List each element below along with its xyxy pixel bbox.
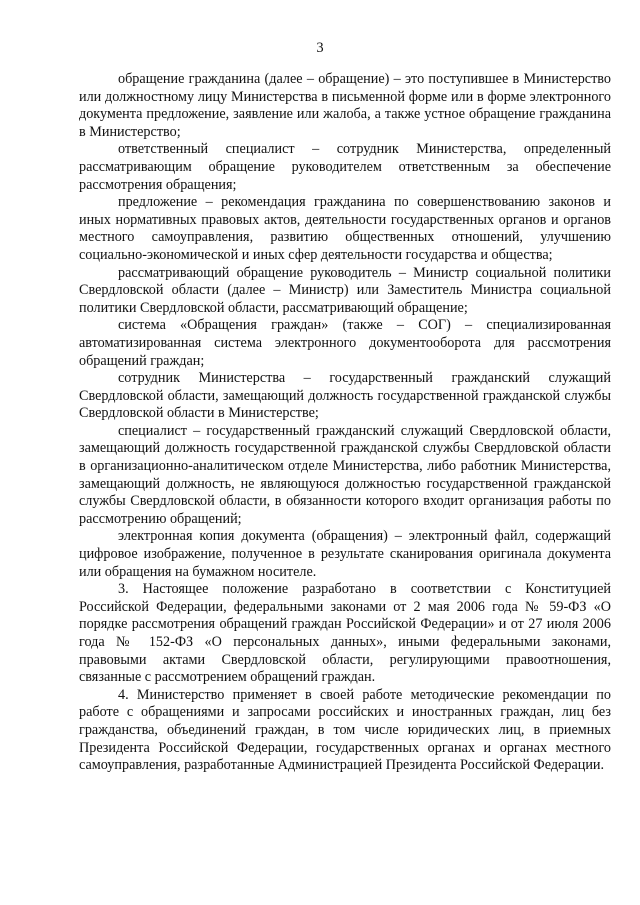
definition-sog-system: система «Обращения граждан» (также – СОГ) – специализированная автоматизированная система электронного документооборота для рассмотрения обращений граждан; [79,317,611,369]
definition-responsible-specialist: ответственный специалист – сотрудник Министерства, определенный рассматривающим обращение руководителем ответственным за обеспечение рассмотрения обращения; [79,141,611,193]
page-number: 3 [316,40,324,56]
clause-4-methodical-recommendations: 4. Министерство применяет в своей работе методические рекомендации по работе с обращениями и запросами российских и иностранных граждан, лиц без гражданства, объединений граждан, в том числе юридических лиц, в приемных Президента Российской Федерации, государственных органах и органах местного самоуправления, разработанные Администрацией Президента Российской Федерации. [79,686,611,774]
definition-citizen-appeal: обращение гражданина (далее – обращение) – это поступившее в Министерство или должностному лицу Министерства в письменной форме или в форме электронного документа предложение, заявление или жалоба, а также устное обращение гражданина в Министерство; [79,71,611,140]
definition-reviewing-head: рассматривающий обращение руководитель – Министр социальной политики Свердловской области (далее – Министр) или Заместитель Министра социальной политики Свердловской области, рассматривающий обращение; [79,264,611,316]
definition-electronic-copy: электронная копия документа (обращения) – электронный файл, содержащий цифровое изображение, полученное в результате сканирования оригинала документа или обращения на бумажном носителе. [79,528,611,580]
document-body [79,71,611,775]
definition-proposal: предложение – рекомендация гражданина по совершенствованию законов и иных нормативных правовых актов, деятельности государственных органов и органов местного самоуправления, развитию общественных отношений, улучшению социально-экономической и иных сфер деятельности государства и общества; [79,194,611,263]
definition-ministry-employee: сотрудник Министерства – государственный гражданский служащий Свердловской области, замещающий должность государственной гражданской службы Свердловской области в Министерстве; [79,370,611,422]
clause-3-legal-basis: 3. Настоящее положение разработано в соответствии с Конституцией Российской Федерации, федеральными законами от 2 мая 2006 года № 59-ФЗ «О порядке рассмотрения обращений граждан Российской Федерации» и от 27 июля 2006 года № 152-ФЗ «О персональных данных», иными федеральными законами, правовыми актами Свердловской области, регулирующими правоотношения, связанные с рассмотрением обращений граждан. [79,581,611,686]
definition-specialist: специалист – государственный гражданский служащий Свердловской области, замещающий должность государственной гражданской службы Свердловской области в организационно-аналитическом отделе Министерства, либо работник Министерства, замещающий должность, не являющуюся должностью государственной гражданской службы Свердловской области, в обязанности которого входит организация работы по рассмотрению обращений; [79,422,611,527]
